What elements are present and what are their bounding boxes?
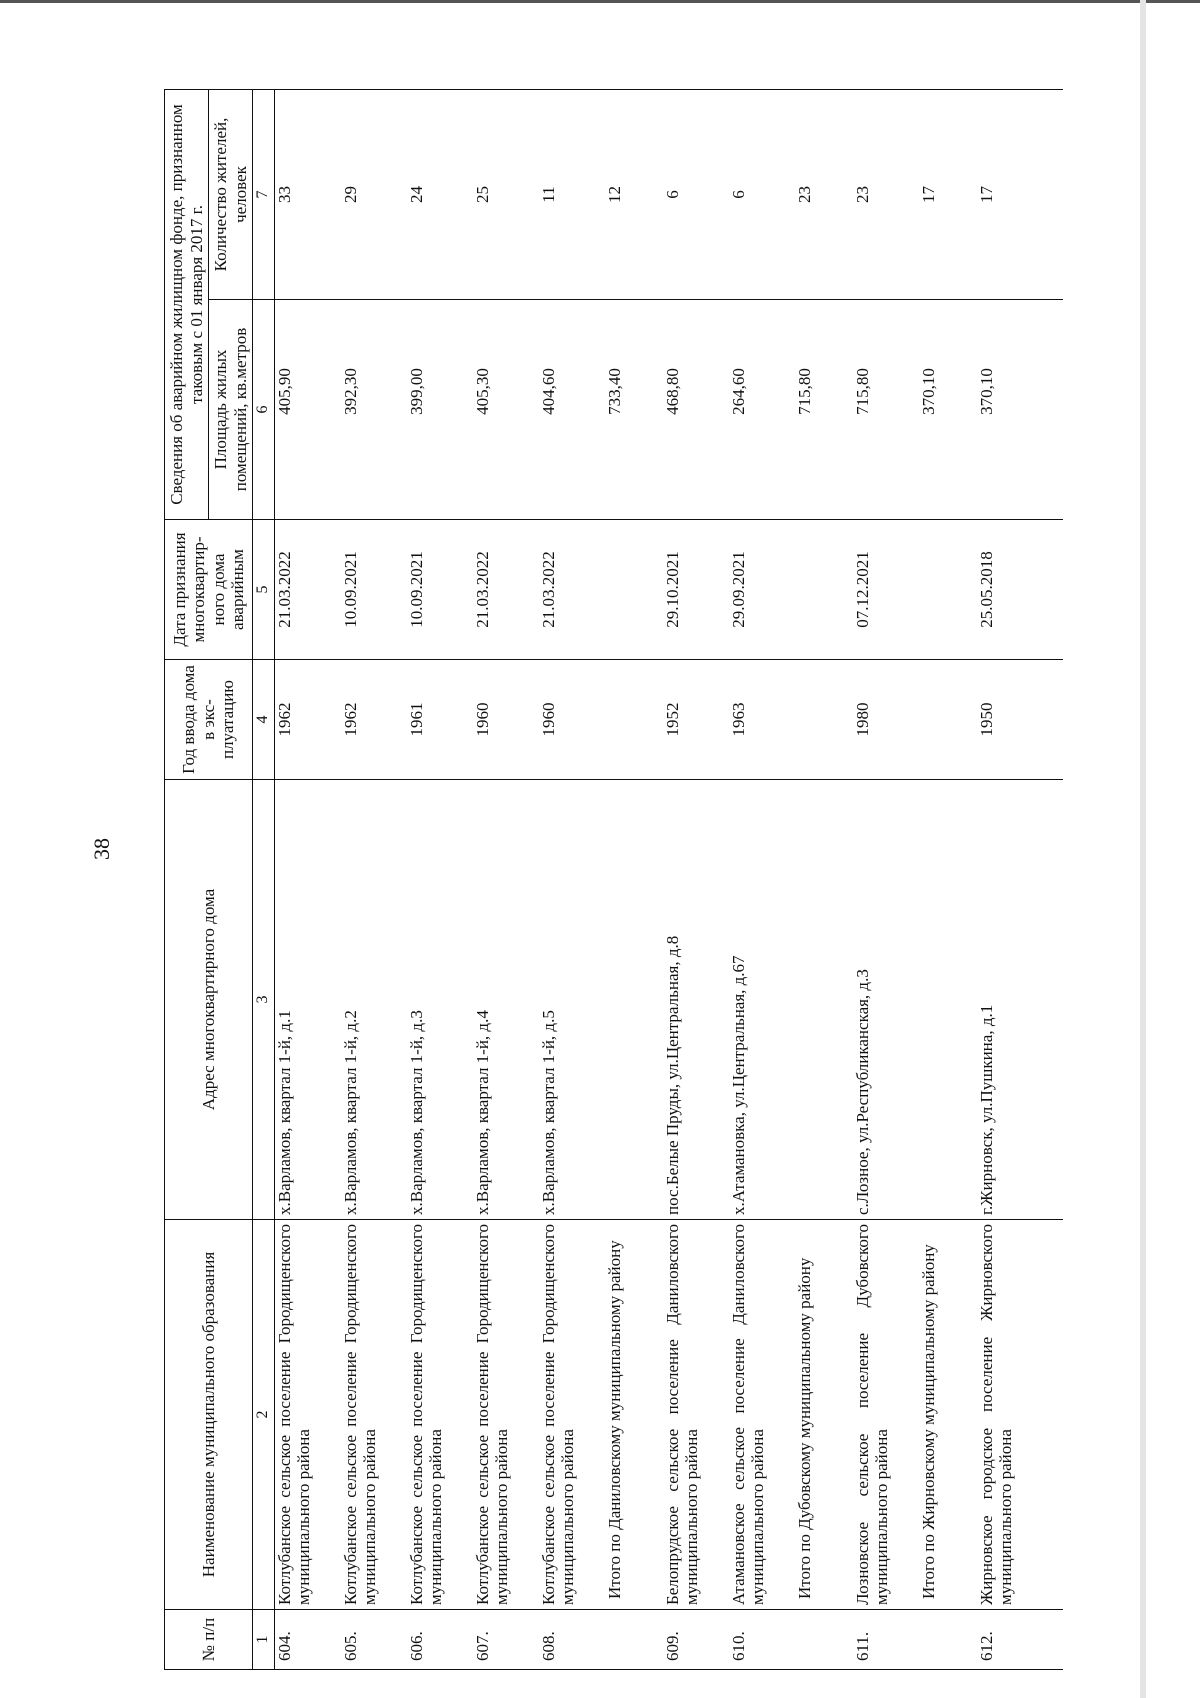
table-row [729,89,795,1669]
residents-count: 23 [795,89,853,299]
commission-year: 1963 [729,660,795,780]
emergency-date: 21.03.2022 [473,520,539,660]
living-area: 405,30 [473,300,539,520]
emergency-date: 10.09.2021 [341,520,407,660]
house-address: х.Варламов, квартал 1-й, д.1 [274,780,341,1220]
commission-year [919,660,977,780]
residents-count: 24 [407,89,473,299]
table-row [407,89,473,1669]
commission-year: 1962 [274,660,341,780]
column-number-row [253,89,274,1669]
house-address: х.Варламов, квартал 1-й, д.5 [539,780,605,1220]
municipality-name: Белопрудское сельское поселение Даниловского муниципального района [663,1220,729,1610]
municipality-name: Итого по Даниловскому муниципальному району [605,1220,663,1610]
table-total-row [605,89,663,1669]
living-area: 264,60 [729,300,795,520]
emergency-date [605,520,663,660]
living-area: 405,90 [274,300,341,520]
living-area: 404,60 [539,300,605,520]
commission-year [795,660,853,780]
living-area: 715,80 [853,300,919,520]
house-address: х.Варламов, квартал 1-й, д.4 [473,780,539,1220]
residents-count: 23 [853,89,919,299]
emergency-date: 07.12.2021 [853,520,919,660]
commission-year: 1961 [407,660,473,780]
living-area: 468,80 [663,300,729,520]
residents-count: 29 [341,89,407,299]
commission-year: 1960 [473,660,539,780]
scan-top-edge [0,0,1200,3]
municipality-name: Котлубанское сельское поселение Городищенского муниципального района [407,1220,473,1610]
header-number: № п/п [165,1610,253,1670]
column-number: 2 [253,1220,274,1610]
rotated-table-container [164,90,1024,1670]
commission-year [605,660,663,780]
row-number: 606. [407,1610,473,1670]
living-area: 399,00 [407,300,473,520]
municipality-name: Котлубанское сельское поселение Городищенского муниципального района [341,1220,407,1610]
residents-count: 6 [663,89,729,299]
commission-year: 1962 [341,660,407,780]
emergency-date [795,520,853,660]
residents-count: 6 [729,89,795,299]
emergency-date: 21.03.2022 [274,520,341,660]
living-area: 392,30 [341,300,407,520]
emergency-date [919,520,977,660]
residents-count: 17 [977,89,1063,299]
table-header [165,89,275,1669]
column-number: 7 [253,89,274,299]
municipality-name: Итого по Жирновскому муниципальному району [919,1220,977,1610]
residents-count: 25 [473,89,539,299]
table-row [341,89,407,1669]
header-address: Адрес многоквартирного дома [165,780,253,1220]
commission-year: 1980 [853,660,919,780]
row-number [795,1610,853,1670]
table-row [977,89,1063,1669]
table-total-row [795,89,853,1669]
row-number: 605. [341,1610,407,1670]
house-address: г.Жирновск, ул.Пушкина, д.1 [977,780,1063,1220]
emergency-date: 25.05.2018 [977,520,1063,660]
header-area: Площадь жилых помещений, кв.метров [209,300,253,520]
house-address [605,780,663,1220]
residents-count: 11 [539,89,605,299]
living-area: 370,10 [919,300,977,520]
table-row [663,89,729,1669]
row-number: 611. [853,1610,919,1670]
row-number [605,1610,663,1670]
living-area: 715,80 [795,300,853,520]
municipality-name: Лозновское сельское поселение Дубовского муниципального района [853,1220,919,1610]
row-number: 609. [663,1610,729,1670]
residents-count: 17 [919,89,977,299]
row-number [919,1610,977,1670]
column-number: 1 [253,1610,274,1670]
commission-year: 1960 [539,660,605,780]
living-area: 370,10 [977,300,1063,520]
municipality-name: Жирновское городское поселение Жирновского муниципального района [977,1220,1063,1610]
municipality-name: Котлубанское сельское поселение Городищенского муниципального района [539,1220,605,1610]
emergency-date: 21.03.2022 [539,520,605,660]
page-number: 38 [89,838,114,860]
column-number: 6 [253,300,274,520]
table-row [539,89,605,1669]
table-total-row [919,89,977,1669]
municipality-name: Котлубанское сельское поселение Городищенского муниципального района [274,1220,341,1610]
emergency-date: 10.09.2021 [407,520,473,660]
header-group-emergency-fund: Сведения об аварийном жилищном фонде, признанном таковым с 01 января 2017 г. [165,89,209,519]
column-number: 4 [253,660,274,780]
emergency-date: 29.10.2021 [663,520,729,660]
header-date: Дата признания многоквартир-ного дома аварийным [165,520,253,660]
municipality-name: Котлубанское сельское поселение Городищенского муниципального района [473,1220,539,1610]
municipality-name: Итого по Дубовскому муниципальному району [795,1220,853,1610]
header-residents: Количество жителей, человек [209,89,253,299]
table-row [853,89,919,1669]
header-municipality: Наименование муниципального образования [165,1220,253,1610]
living-area: 733,40 [605,300,663,520]
column-number: 5 [253,520,274,660]
house-address [795,780,853,1220]
table-body [274,89,1063,1669]
municipality-name: Атамановское сельское поселение Даниловского муниципального района [729,1220,795,1610]
scan-right-edge [1140,0,1146,1698]
emergency-housing-table [164,89,1063,1670]
row-number: 610. [729,1610,795,1670]
row-number: 612. [977,1610,1063,1670]
residents-count: 12 [605,89,663,299]
commission-year: 1950 [977,660,1063,780]
residents-count: 33 [274,89,341,299]
house-address [919,780,977,1220]
row-number: 604. [274,1610,341,1670]
house-address: х.Варламов, квартал 1-й, д.3 [407,780,473,1220]
house-address: пос.Белые Пруды, ул.Центральная, д.8 [663,780,729,1220]
table-row [274,89,341,1669]
column-number: 3 [253,780,274,1220]
header-year: Год ввода дома в экс-плуатацию [165,660,253,780]
house-address: х.Атамановка, ул.Центральная, д.67 [729,780,795,1220]
row-number: 607. [473,1610,539,1670]
table-row [473,89,539,1669]
emergency-date: 29.09.2021 [729,520,795,660]
house-address: х.Варламов, квартал 1-й, д.2 [341,780,407,1220]
row-number: 608. [539,1610,605,1670]
house-address: с.Лозное, ул.Республиканская, д.3 [853,780,919,1220]
commission-year: 1952 [663,660,729,780]
